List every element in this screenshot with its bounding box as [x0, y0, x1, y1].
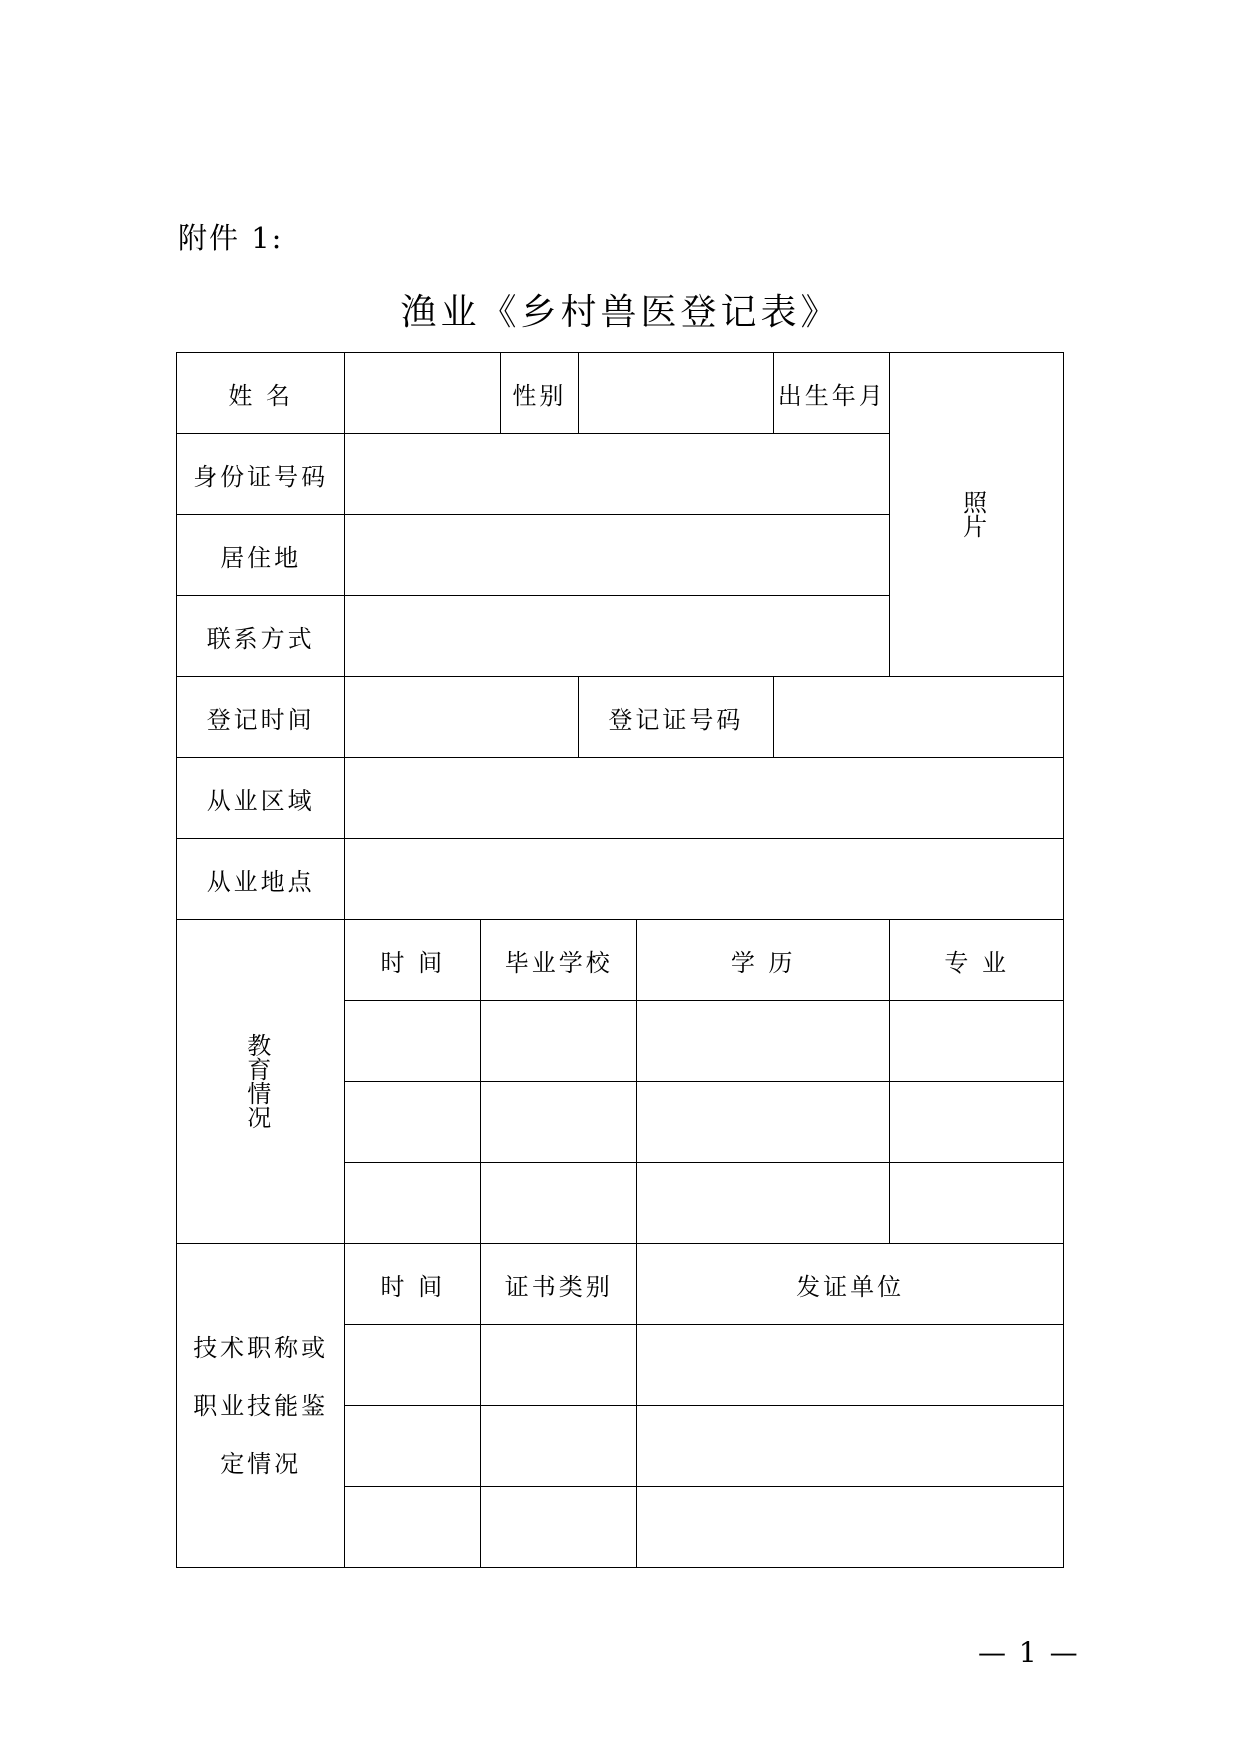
education-major-cell[interactable] — [890, 1001, 1064, 1082]
qualification-time-cell[interactable] — [345, 1325, 481, 1406]
qualification-header-cert-type: 证书类别 — [481, 1244, 637, 1325]
photo-box[interactable] — [890, 353, 1064, 677]
contact-field[interactable] — [345, 596, 890, 677]
education-time-cell[interactable] — [345, 1082, 481, 1163]
work-location-label: 从业地点 — [177, 839, 345, 920]
work-region-field[interactable] — [345, 758, 1064, 839]
qualification-issuer-cell[interactable] — [637, 1406, 1064, 1487]
education-label-char: 况 — [247, 1103, 275, 1132]
registration-time-label: 登记时间 — [177, 677, 345, 758]
page-number: — 1 — — [978, 1636, 1080, 1669]
work-location-field[interactable] — [345, 839, 1064, 920]
contact-label: 联系方式 — [177, 596, 345, 677]
gender-label: 性别 — [501, 353, 578, 434]
education-major-cell[interactable] — [890, 1163, 1064, 1244]
registration-cert-label: 登记证号码 — [578, 677, 774, 758]
education-degree-cell[interactable] — [637, 1001, 890, 1082]
qualification-section-label — [177, 1244, 345, 1568]
qualification-issuer-cell[interactable] — [637, 1325, 1064, 1406]
birth-label: 出生年月 — [774, 353, 890, 434]
education-time-cell[interactable] — [345, 1163, 481, 1244]
residence-field[interactable] — [345, 515, 890, 596]
education-header-time: 时 间 — [345, 920, 481, 1001]
education-label-char: 教 — [247, 1031, 275, 1060]
education-school-cell[interactable] — [481, 1163, 637, 1244]
form-title: 渔业《乡村兽医登记表》 — [400, 292, 841, 333]
education-degree-cell[interactable] — [637, 1082, 890, 1163]
residence-label: 居住地 — [177, 515, 345, 596]
name-label: 姓 名 — [177, 353, 345, 434]
education-header-major: 专 业 — [890, 920, 1064, 1001]
education-school-cell[interactable] — [481, 1082, 637, 1163]
qualification-label-line: 技术职称或 — [193, 1333, 329, 1362]
attachment-label: 附件 1: — [178, 221, 284, 255]
name-field[interactable] — [345, 353, 501, 434]
id-number-field[interactable] — [345, 434, 890, 515]
qualification-time-cell[interactable] — [345, 1406, 481, 1487]
education-degree-cell[interactable] — [637, 1163, 890, 1244]
registration-time-field[interactable] — [345, 677, 578, 758]
education-label-char: 育 — [247, 1055, 275, 1084]
work-region-label: 从业区域 — [177, 758, 345, 839]
qualification-issuer-cell[interactable] — [637, 1487, 1064, 1568]
education-header-school: 毕业学校 — [481, 920, 637, 1001]
qualification-header-issuer: 发证单位 — [637, 1244, 1064, 1325]
qualification-time-cell[interactable] — [345, 1487, 481, 1568]
education-school-cell[interactable] — [481, 1001, 637, 1082]
id-number-label: 身份证号码 — [177, 434, 345, 515]
qualification-label-line: 职业技能鉴 — [193, 1391, 329, 1420]
registration-form-table — [176, 352, 1064, 1568]
education-time-cell[interactable] — [345, 1001, 481, 1082]
photo-label-char: 片 — [963, 512, 991, 541]
registration-cert-field[interactable] — [774, 677, 1064, 758]
qualification-cert-type-cell[interactable] — [481, 1325, 637, 1406]
photo-label-char: 照 — [963, 488, 991, 517]
gender-field[interactable] — [578, 353, 774, 434]
education-section-label — [177, 920, 345, 1244]
education-major-cell[interactable] — [890, 1082, 1064, 1163]
qualification-cert-type-cell[interactable] — [481, 1406, 637, 1487]
education-header-degree: 学 历 — [637, 920, 890, 1001]
qualification-header-time: 时 间 — [345, 1244, 481, 1325]
qualification-cert-type-cell[interactable] — [481, 1487, 637, 1568]
qualification-label-line: 定情况 — [220, 1449, 302, 1478]
education-label-char: 情 — [247, 1079, 275, 1108]
